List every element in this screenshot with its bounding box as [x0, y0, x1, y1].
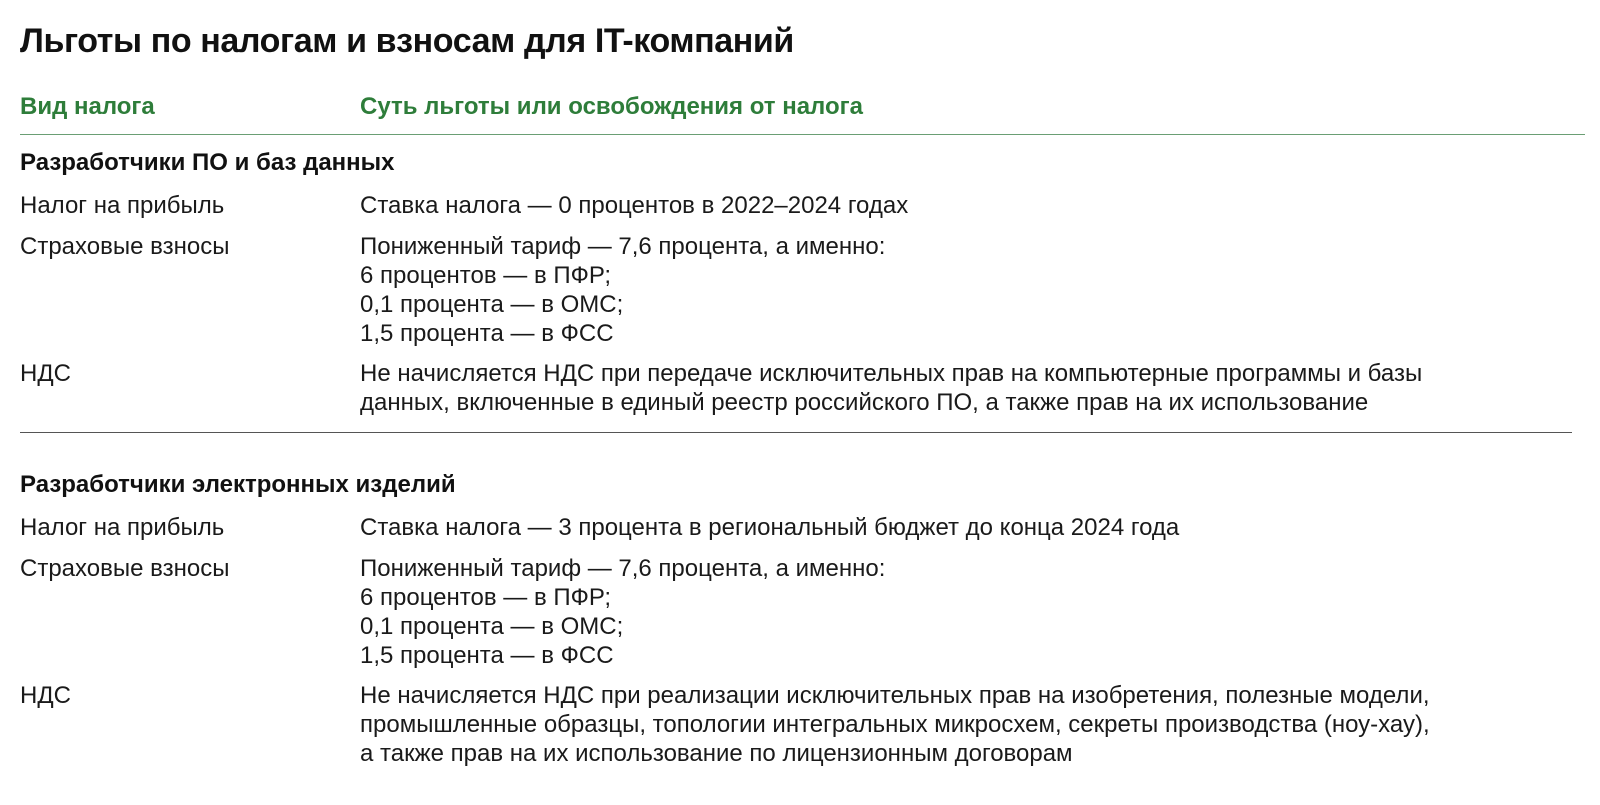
- benefit-line: а также прав на их использование по лицензионным договорам: [360, 740, 1073, 767]
- table-header: [20, 92, 1585, 135]
- tax-name: НДС: [20, 360, 71, 387]
- benefit-description: [360, 681, 1560, 768]
- tax-name: Страховые взносы: [20, 555, 230, 582]
- section-title: Разработчики электронных изделий: [20, 471, 456, 498]
- section-divider: [20, 432, 1572, 433]
- section-title: Разработчики ПО и баз данных: [20, 149, 395, 176]
- benefit-description: [360, 191, 1560, 220]
- header-benefit-essence: Суть льготы или освобождения от налога: [360, 93, 863, 120]
- benefit-line: 6 процентов — в ПФР;: [360, 584, 612, 611]
- benefit-line: Ставка налога — 3 процента в региональный бюджет до конца 2024 года: [360, 514, 1180, 541]
- benefit-line: 0,1 процента — в ОМС;: [360, 613, 624, 640]
- benefit-description: [360, 554, 1560, 670]
- benefit-line: 0,1 процента — в ОМС;: [360, 291, 624, 318]
- benefit-line: данных, включенные в единый реестр российского ПО, а также прав на их использование: [360, 389, 1369, 416]
- benefit-line: 1,5 процента — в ФСС: [360, 642, 614, 669]
- benefit-line: Пониженный тариф — 7,6 процента, а именно:: [360, 233, 886, 260]
- tax-name: НДС: [20, 682, 71, 709]
- benefit-line: Не начисляется НДС при реализации исключительных прав на изобретения, полезные модели,: [360, 682, 1430, 709]
- benefit-line: промышленные образцы, топологии интегральных микросхем, секреты производства (ноу-хау),: [360, 711, 1430, 738]
- benefit-line: Пониженный тариф — 7,6 процента, а именно:: [360, 555, 886, 582]
- tax-name: Страховые взносы: [20, 233, 230, 260]
- benefit-description: [360, 232, 1560, 348]
- benefit-line: 1,5 процента — в ФСС: [360, 320, 614, 347]
- header-tax-type: Вид налога: [20, 93, 155, 120]
- tax-name: Налог на прибыль: [20, 192, 225, 219]
- benefit-line: Не начисляется НДС при передаче исключительных прав на компьютерные программы и базы: [360, 360, 1423, 387]
- benefit-line: 6 процентов — в ПФР;: [360, 262, 612, 289]
- page-title: Льготы по налогам и взносам для IT-компаний: [20, 22, 794, 60]
- benefit-description: [360, 359, 1560, 417]
- benefit-description: [360, 513, 1560, 542]
- tax-name: Налог на прибыль: [20, 514, 225, 541]
- benefit-line: Ставка налога — 0 процентов в 2022–2024 годах: [360, 192, 909, 219]
